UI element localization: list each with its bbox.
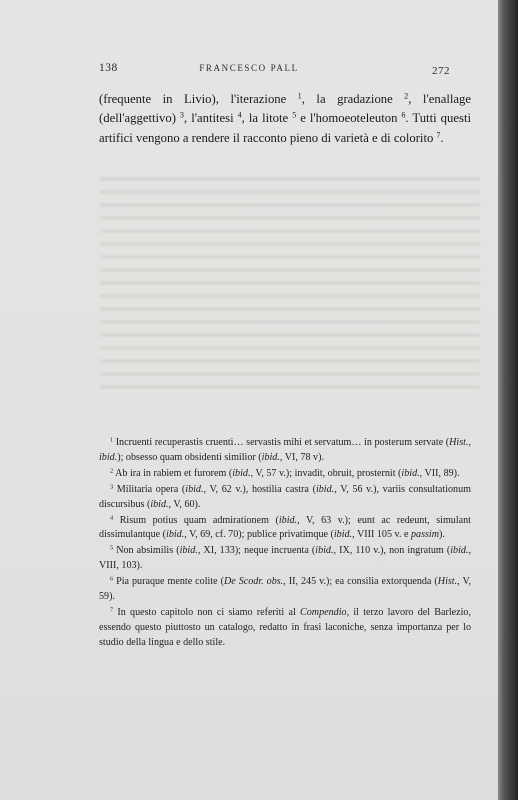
note-marker: 4 [237, 110, 242, 120]
page-edge-shadow [498, 0, 518, 800]
text-run: In questo capitolo non ci siamo referiti al [113, 606, 301, 618]
italic-text: ibid. [278, 514, 298, 526]
note-marker: 3 [180, 110, 184, 120]
italic-text: ibid. [450, 545, 469, 557]
note-marker: 2 [404, 91, 409, 101]
text-run: , V, 59). [99, 576, 471, 603]
footnote [99, 544, 471, 574]
note-marker: 1 [110, 436, 114, 444]
text-run: ). [439, 529, 445, 541]
text-run: , V, 63 v.); eunt ac redeunt, simulant dissimulantque ( [99, 514, 471, 541]
footnote [99, 467, 471, 482]
text-run: , V, 56 v.), variis consultationum discursibus ( [99, 483, 471, 510]
footnote [99, 514, 471, 544]
footnote [99, 483, 471, 513]
note-marker: 4 [110, 514, 114, 522]
footnotes [99, 436, 471, 652]
page-header [0, 62, 498, 78]
text-run: , V, 60). [168, 498, 201, 510]
italic-text: De Scodr. obs. [223, 576, 284, 588]
text-run: , IX, 110 v.), non ingratum ( [333, 545, 451, 557]
note-marker: 3 [110, 483, 114, 491]
text-run: , XI, 133); neque incruenta ( [197, 545, 316, 557]
text-run: . Tutti questi artifici vengono a rendere il racconto pieno di varietà e di colorito [99, 111, 471, 145]
text-run: e l'homoeoteleuton [296, 111, 402, 126]
running-title: FRANCESCO PALL [199, 63, 299, 73]
text-run: , VI, 78 v). [279, 451, 324, 463]
text-run: , la litote [241, 111, 293, 126]
text-run: ); obsesso quam obsidenti similior ( [117, 451, 262, 463]
footnote [99, 436, 471, 466]
text-run: , II, 245 v.); ea consilia extorquenda ( [283, 576, 438, 588]
note-marker: 6 [110, 575, 114, 583]
note-marker: 6 [401, 110, 406, 120]
text-run: , VIII 105 v. e [352, 529, 411, 541]
text-run: , l'antitesi [183, 111, 238, 126]
italic-text: ibid. [150, 498, 169, 510]
italic-text: ibid. [232, 467, 251, 479]
note-marker: 5 [110, 544, 114, 552]
italic-text: ibid. [261, 451, 280, 463]
text-run: Militaria opera ( [113, 483, 186, 495]
italic-text: Hist., ibid. [99, 437, 471, 463]
text-run: Incruenti recuperastis cruenti… servastis mihi et servatum… in posterum servate ( [113, 437, 450, 448]
italic-text: ibid. [179, 545, 198, 557]
note-marker: 5 [292, 110, 297, 120]
footnote [99, 575, 471, 605]
body-paragraph [99, 90, 471, 148]
italic-text: ibid. [185, 483, 204, 495]
footnote [99, 606, 471, 651]
text-run: , VII, 89). [419, 467, 460, 479]
text-run: , la gradazione [301, 92, 405, 106]
text-run: Ab ira in rabiem et furorem ( [113, 467, 233, 479]
italic-text: ibid. [166, 529, 185, 541]
text-run: , l'enallage (dell'aggettivo) [99, 92, 472, 126]
italic-text: Compendio [300, 606, 347, 618]
italic-text: ibid. [401, 467, 420, 479]
text-run: , V, 69, cf. 70); publice privatimque ( [184, 529, 334, 541]
text-run: Non absimilis ( [113, 545, 180, 557]
note-marker: 1 [297, 91, 302, 101]
italic-text: ibid. [315, 483, 335, 495]
text-run: Pia puraque mente colite ( [113, 576, 224, 588]
italic-text: ibid. [333, 529, 353, 541]
note-marker: 7 [110, 606, 114, 614]
text-run: (frequente in Livio), l'iterazione [99, 92, 298, 106]
bleed-through-text [100, 168, 480, 398]
text-run: . [440, 130, 444, 145]
text-run: Risum potius quam admirationem ( [113, 514, 279, 526]
page-number-left: 138 [99, 62, 118, 74]
italic-text: ibid. [315, 545, 334, 557]
text-run: , VIII, 103). [99, 545, 471, 572]
text-run: , il terzo lavoro del Barlezio, essendo questo piuttosto un catalogo, redatto in frasi laconiche, senza importanza per lo studio della lingua e dello stile. [99, 606, 471, 648]
page-number-right: 272 [432, 65, 450, 77]
text-run: , V, 57 v.); invadit, obruit, prosternit ( [250, 467, 402, 479]
italic-text: passim [410, 529, 440, 541]
note-marker: 2 [110, 467, 114, 475]
text-run: , V, 62 v.), hostilia castra ( [203, 483, 316, 495]
note-marker: 7 [436, 130, 441, 140]
italic-text: Hist. [437, 576, 458, 588]
